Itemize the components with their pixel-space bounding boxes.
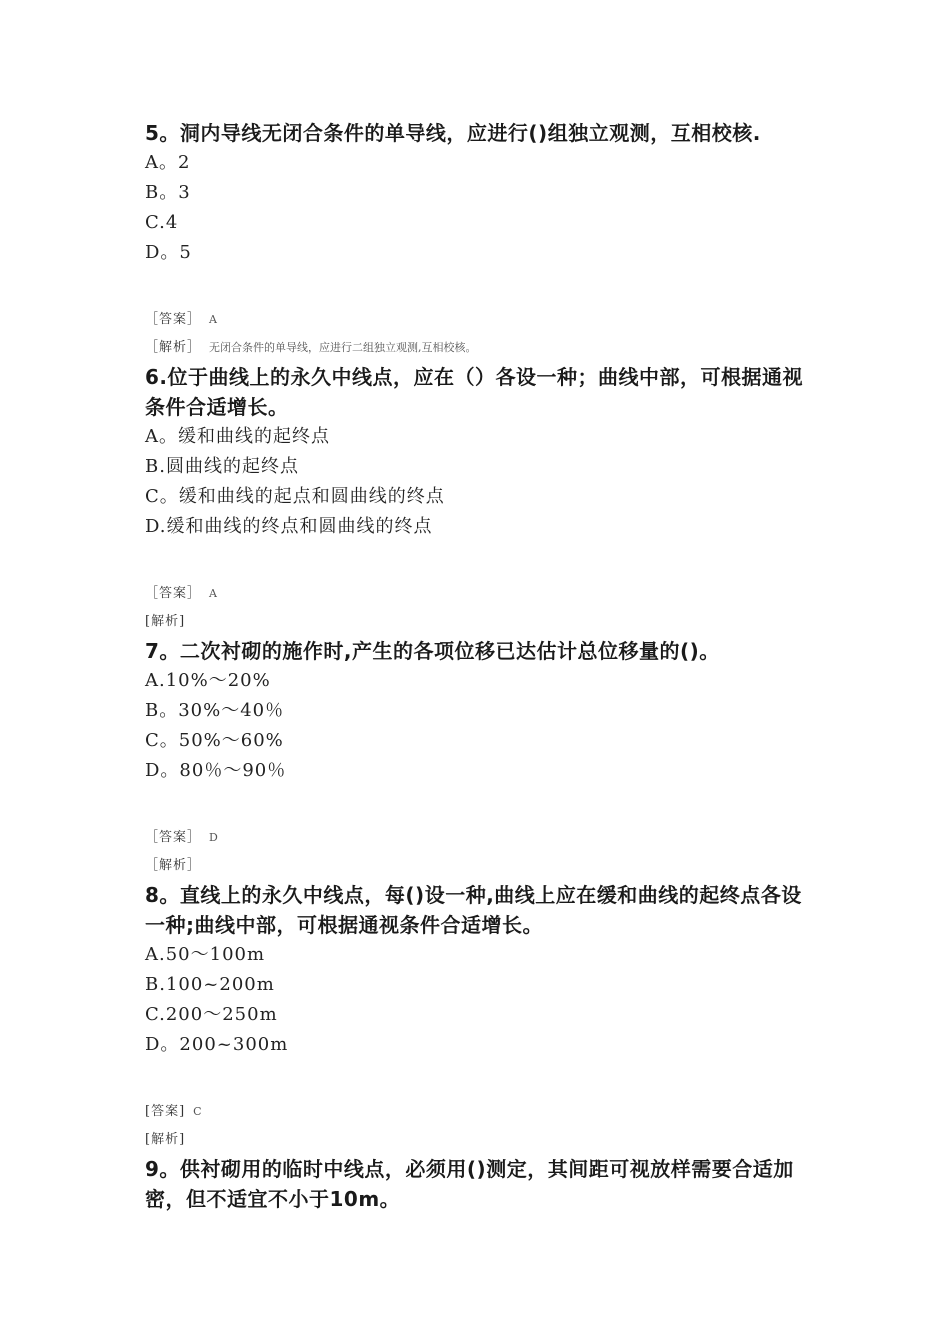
question-block-7 bbox=[145, 636, 815, 880]
option-d: D。5 bbox=[145, 242, 192, 263]
option-d: D.缓和曲线的终点和圆曲线的终点 bbox=[145, 516, 433, 537]
option-b: B.圆曲线的起终点 bbox=[145, 456, 299, 477]
option-a: A.10%～20% bbox=[145, 670, 271, 691]
option-list bbox=[145, 422, 815, 542]
analysis-line bbox=[145, 334, 815, 362]
analysis-label: ［解析］ bbox=[145, 858, 202, 873]
option-d: D。80％～90％ bbox=[145, 760, 287, 781]
answer-value: A bbox=[209, 313, 217, 326]
option-a: A.50～100m bbox=[145, 944, 266, 965]
question-block-8 bbox=[145, 880, 815, 1154]
answer-line bbox=[145, 306, 815, 334]
option-d: D。200~300m bbox=[145, 1034, 289, 1055]
answer-line bbox=[145, 1098, 815, 1126]
question-text: 7。二次衬砌的施作时,产生的各项位移已达估计总位移量的()。 bbox=[145, 639, 720, 663]
option-list bbox=[145, 940, 815, 1060]
answer-value: A bbox=[209, 587, 217, 600]
option-b: B。3 bbox=[145, 182, 191, 203]
option-a: A。缓和曲线的起终点 bbox=[145, 426, 330, 447]
option-list bbox=[145, 666, 815, 786]
question-text: 6.位于曲线上的永久中线点，应在（）各设一种；曲线中部，可根据通视条件合适增长。 bbox=[145, 365, 804, 419]
option-a: A。2 bbox=[145, 152, 191, 173]
option-c: C.200～250m bbox=[145, 1004, 278, 1025]
answer-label: ［答案］ bbox=[145, 830, 202, 845]
option-c: C。50%～60% bbox=[145, 730, 284, 751]
answer-label: ［答案］ bbox=[145, 586, 202, 601]
answer-line bbox=[145, 824, 815, 852]
answer-label: ［答案］ bbox=[145, 312, 202, 327]
analysis-line bbox=[145, 1126, 815, 1154]
question-block-5 bbox=[145, 118, 815, 362]
option-b: B。30%～40％ bbox=[145, 700, 285, 721]
question-block-6 bbox=[145, 362, 815, 636]
answer-value: D bbox=[209, 831, 218, 844]
analysis-line bbox=[145, 608, 815, 636]
question-text: 8。直线上的永久中线点，每()设一种,曲线上应在缓和曲线的起终点各设一种;曲线中部，可根据通视条件合适增长。 bbox=[145, 883, 802, 937]
option-c: C。缓和曲线的起点和圆曲线的终点 bbox=[145, 486, 445, 507]
option-c: C.4 bbox=[145, 212, 179, 233]
analysis-label: ［解析］ bbox=[145, 340, 202, 355]
analysis-line bbox=[145, 852, 815, 880]
question-text: 9。供衬砌用的临时中线点，必须用()测定，其间距可视放样需要合适加密，但不适宜不小于10m。 bbox=[145, 1157, 794, 1211]
option-b: B.100~200m bbox=[145, 974, 275, 995]
answer-value: C bbox=[193, 1105, 202, 1118]
document-content bbox=[145, 118, 815, 1214]
analysis-label: [解析] bbox=[145, 1132, 186, 1147]
analysis-label: [解析] bbox=[145, 614, 186, 629]
question-text: 5。洞内导线无闭合条件的单导线，应进行()组独立观测，互相校核. bbox=[145, 121, 761, 145]
option-list bbox=[145, 148, 815, 268]
answer-line bbox=[145, 580, 815, 608]
question-block-9 bbox=[145, 1154, 815, 1214]
answer-label: [答案] bbox=[145, 1104, 186, 1119]
analysis-value: 无闭合条件的单导线，应进行二组独立观测,互相校核。 bbox=[209, 341, 477, 354]
